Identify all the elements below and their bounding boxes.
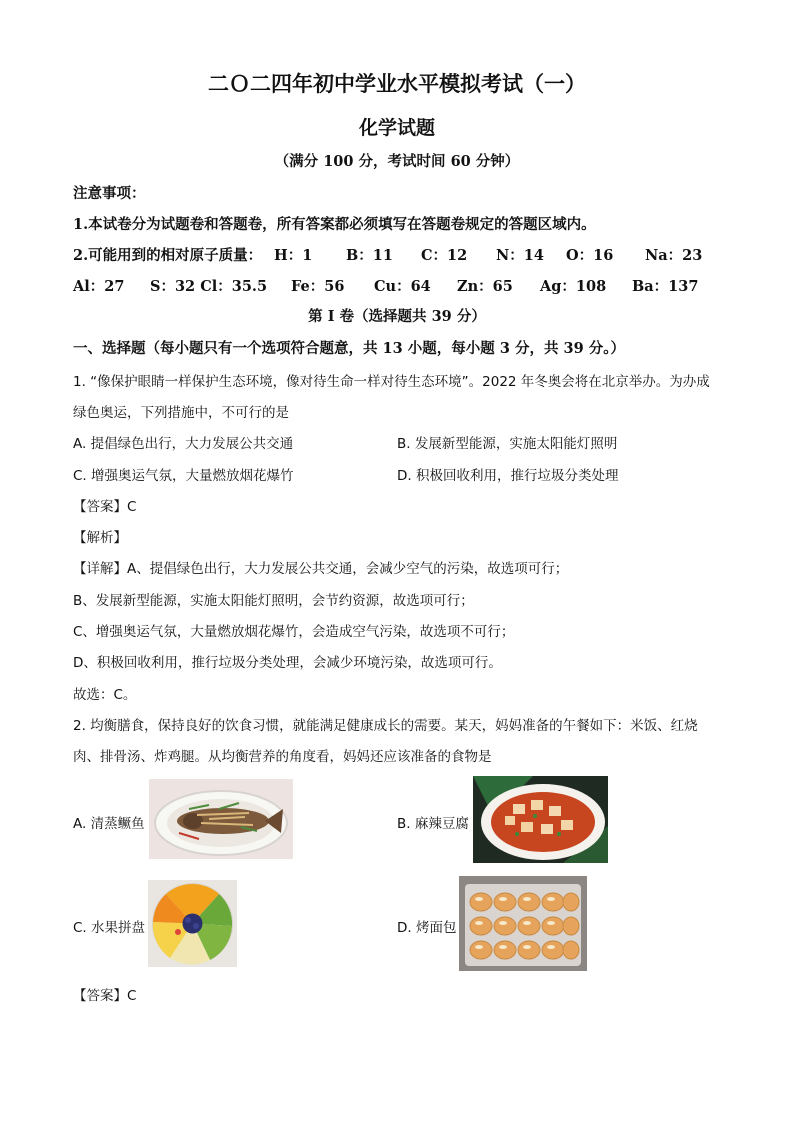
q1-analysis-label: 【解析】 bbox=[73, 530, 127, 546]
notice-line-1: 1.本试卷分为试题卷和答题卷，所有答案都必须填写在答题卷规定的答题区域内。 bbox=[73, 216, 596, 233]
mass-zn: Zn：65 bbox=[457, 278, 513, 295]
mass-n: N：14 bbox=[496, 247, 544, 264]
q1-answer: 【答案】C bbox=[73, 499, 137, 515]
q2-option-b: B. 麻辣豆腐 bbox=[397, 816, 469, 832]
q2-answer: 【答案】C bbox=[73, 988, 137, 1004]
section-heading: 一、选择题（每小题只有一个选项符合题意，共 13 小题，每小题 3 分，共 39 分。） bbox=[73, 340, 625, 357]
mass-ba: Ba：137 bbox=[632, 278, 699, 295]
notice-heading: 注意事项： bbox=[73, 185, 146, 202]
q2-option-d: D. 烤面包 bbox=[397, 920, 457, 936]
q2-stem-line-2: 肉、排骨汤、炸鸡腿。从均衡营养的角度看，妈妈还应该准备的食物是 bbox=[73, 749, 492, 765]
mass-s-cl: S：32 Cl：35.5 bbox=[150, 278, 268, 295]
mass-al: Al：27 bbox=[73, 278, 125, 295]
steamed-fish-image bbox=[149, 779, 293, 859]
q1-detail-1: 【详解】A、提倡绿色出行，大力发展公共交通，会减少空气的污染，故选项可行； bbox=[73, 561, 569, 577]
q2-stem-line-1: 2. 均衡膳食，保持良好的饮食习惯，就能满足健康成长的需要。某天，妈妈准备的午餐如下：米饭、红烧 bbox=[73, 718, 698, 734]
mass-h: H：1 bbox=[274, 247, 313, 264]
q1-stem-line-1: 1. “像保护眼睛一样保护生态环境，像对待生命一样对待生态环境”。2022 年冬奥会将在北京举办。为办成 bbox=[73, 374, 710, 390]
mass-o: O：16 bbox=[566, 247, 614, 264]
baked-bread-image bbox=[459, 876, 587, 971]
q1-detail-3: C、增强奥运气氛，大量燃放烟花爆竹，会造成空气污染，故选项不可行； bbox=[73, 624, 515, 640]
mapo-tofu-image bbox=[473, 776, 608, 863]
q2-option-c: C. 水果拼盘 bbox=[73, 920, 146, 936]
q1-conclusion: 故选：C。 bbox=[73, 687, 137, 703]
score-time: （满分 100 分，考试时间 60 分钟） bbox=[274, 153, 520, 170]
q2-option-a: A. 清蒸鳜鱼 bbox=[73, 816, 145, 832]
mass-c: C：12 bbox=[421, 247, 468, 264]
mass-fe: Fe：56 bbox=[291, 278, 345, 295]
volume-title: 第 I 卷（选择题共 39 分） bbox=[308, 308, 486, 325]
q1-option-c: C. 增强奥运气氛，大量燃放烟花爆竹 bbox=[73, 468, 294, 484]
fruit-platter-image bbox=[148, 880, 237, 967]
mass-na: Na：23 bbox=[645, 247, 703, 264]
notice-line-2-prefix: 2.可能用到的相对原子质量： bbox=[73, 247, 263, 264]
subject-title: 化学试题 bbox=[358, 117, 435, 139]
exam-title: 二Ｏ二四年初中学业水平模拟考试（一） bbox=[208, 71, 586, 96]
mass-cu: Cu：64 bbox=[374, 278, 431, 295]
mass-b: B：11 bbox=[346, 247, 393, 264]
q1-option-b: B. 发展新型能源，实施太阳能灯照明 bbox=[397, 436, 618, 452]
q1-detail-4: D、积极回收利用，推行垃圾分类处理，会减少环境污染，故选项可行。 bbox=[73, 655, 502, 671]
q1-stem-line-2: 绿色奥运，下列措施中，不可行的是 bbox=[73, 405, 289, 421]
q1-option-d: D. 积极回收利用，推行垃圾分类处理 bbox=[397, 468, 619, 484]
mass-ag: Ag：108 bbox=[540, 278, 607, 295]
q1-option-a: A. 提倡绿色出行，大力发展公共交通 bbox=[73, 436, 294, 452]
q1-detail-2: B、发展新型能源，实施太阳能灯照明，会节约资源，故选项可行； bbox=[73, 593, 474, 609]
